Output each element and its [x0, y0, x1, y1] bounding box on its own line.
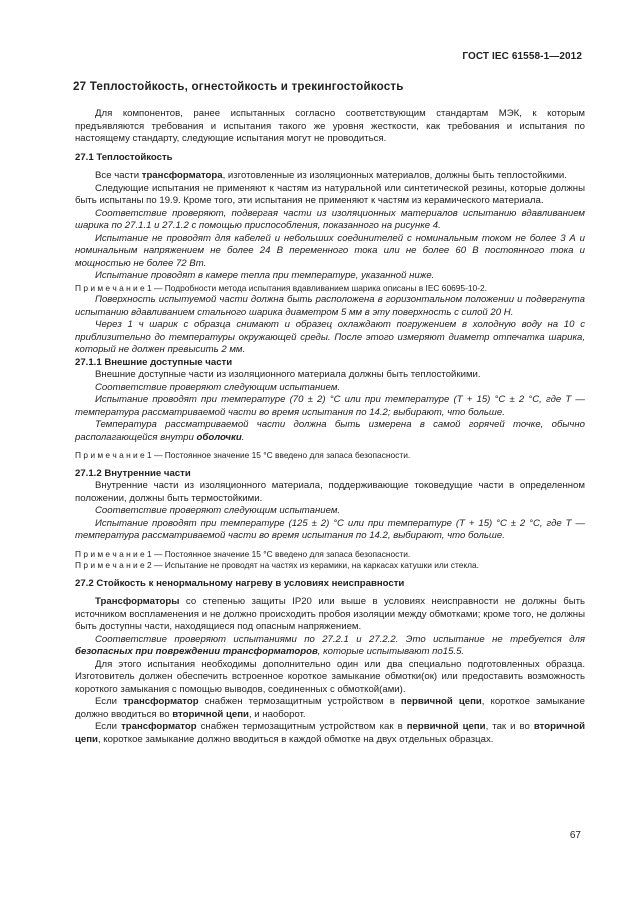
- page-number: 67: [569, 830, 581, 841]
- paragraph: Все части трансформатора, изготовленные из изоляционных материалов, должны быть теплостойкими.: [95, 170, 567, 181]
- note: П р и м е ч а н и е 1 — Постоянное значение 15 °С введено для запаса безопасности.: [75, 548, 411, 559]
- note: П р и м е ч а н и е 2 — Испытание не проводят на частях из керамики, на каркасах катушки или стекла.: [75, 560, 479, 570]
- paragraph: Трансформаторы со степенью защиты IP20 или выше в условиях неисправности не должны быть источником воспламенения и не должно происходить пробоя изоляции между обмотками; кроме того, не должны быть доступны части, находящиеся под опасным напряжением.: [75, 596, 585, 632]
- paragraph: Испытание проводят при температуре (125 ± 2) °С или при температуре (T + 15) °C ± 2 °C, где Т — температура рассматриваемой части во время испытания по 14.2, выбирают, что больше.: [75, 517, 585, 541]
- paragraph: Испытание проводят при температуре (70 ± 2) °С или при температуре (T + 15) °C ± 2 °C, где Т — температура рассматриваемой части во время испытания по 14.2; выбирают, что больше.: [75, 394, 585, 418]
- paragraph: Если трансформатор снабжен термозащитным устройством в первичной цепи, короткое замыкание должно вводиться во вторичной цепи, и наоборот.: [75, 696, 586, 720]
- paragraph: Испытание не проводят для кабелей и небольших соединителей с номинальным током не более 3 А и номинальным напряжением не более 24 В переменного тока или не более 60 В постоянного тока и мощностью не более 72 Вт.: [75, 232, 585, 269]
- paragraph: Следующие испытания не применяют к частям из натуральной или синтетической резины, которые должны быть испытаны по 19.9. Кроме того, эти испытания не применяют к частям из керамического материала.: [75, 182, 585, 206]
- paragraph: Внешние доступные части из изоляционного материала должны быть теплостойкими.: [95, 369, 481, 380]
- paragraph: Испытание проводят в камере тепла при температуре, указанной ниже.: [95, 270, 435, 281]
- paragraph: Температура рассматриваемой части должна быть измерена в самой горячей точке, обычно располагающейся внутри оболочки.: [75, 419, 585, 443]
- paragraph: Через 1 ч шарик с образца снимают и образец охлаждают погружением в холодную воду на 10 с приблизительно до температуры окружающей среды. После этого измеряют диаметр отпечатка шарика, который не должен превысить 2 мм.: [75, 319, 585, 355]
- paragraph: Если трансформатор снабжен термозащитным устройством как в первичной цепи, так и во вторичной цепи, короткое замыкание должно вводиться в каждой обмотке на двух отдельных образцах.: [75, 721, 585, 745]
- paragraph: Внутренние части из изоляционного материала, поддерживающие токоведущие части в определенном положении, должны быть термостойкими.: [75, 480, 585, 504]
- paragraph: Соответствие проверяют испытаниями по 27.2.1 и 27.2.2. Это испытание не требуется для безопасных при повреждении трансформаторов, которые испытывают по15.5.: [75, 633, 585, 657]
- subsection-heading: 27.2 Стойкость к ненормальному нагреву в условиях неисправности: [75, 577, 405, 589]
- paragraph: Соответствие проверяют следующим испытанием.: [95, 381, 341, 393]
- subsection-heading: 27.1.1 Внешние доступные части: [75, 356, 233, 368]
- document-body: [75, 108, 585, 746]
- document-id: ГОСТ IEC 61558-1—2012: [462, 51, 582, 62]
- subsection-heading: 27.1.2 Внутренние части: [75, 467, 191, 479]
- paragraph: Для этого испытания необходимы дополнительно один или два специально подготовленных образца. Изготовитель должен обеспечить встроенное короткое замыкание обмотки(ок) или предоставить возможность короткого замыкания с помощью выводов, соединенных с обмоткой(ами).: [75, 658, 585, 695]
- paragraph: Поверхность испытуемой части должна быть расположена в горизонтальном положении и подвергнута испытанию вдавливанием стального шарика диаметром 5 мм в эту поверхность с силой 20 Н.: [75, 294, 585, 318]
- paragraph: Соответствие проверяют, подвергая части из изоляционных материалов испытанию вдавливанием шарика по 27.1.1 и 27.1.2 с помощью приспособления, показанного на рисунке 4.: [75, 207, 585, 231]
- note: П р и м е ч а н и е 1 — Подробности метода испытания вдавливанием шарика описаны в IEC 60695-10-2.: [75, 282, 487, 293]
- section-title: 27 Теплостойкость, огнестойкость и трекингостойкость: [73, 80, 404, 93]
- paragraph: Для компонентов, ранее испытанных согласно соответствующим стандартам МЭК, к которым предъявляются требования и испытания такого же уровня жесткости, как требования и испытания по настоящему стандарту, следующие испытания могут не проводиться.: [75, 108, 585, 144]
- paragraph: Соответствие проверяют следующим испытанием.: [95, 505, 341, 516]
- note: П р и м е ч а н и е 1 — Постоянное значение 15 °С введено для запаса безопасности.: [75, 450, 411, 460]
- subsection-heading: 27.1 Теплостойкость: [75, 151, 173, 163]
